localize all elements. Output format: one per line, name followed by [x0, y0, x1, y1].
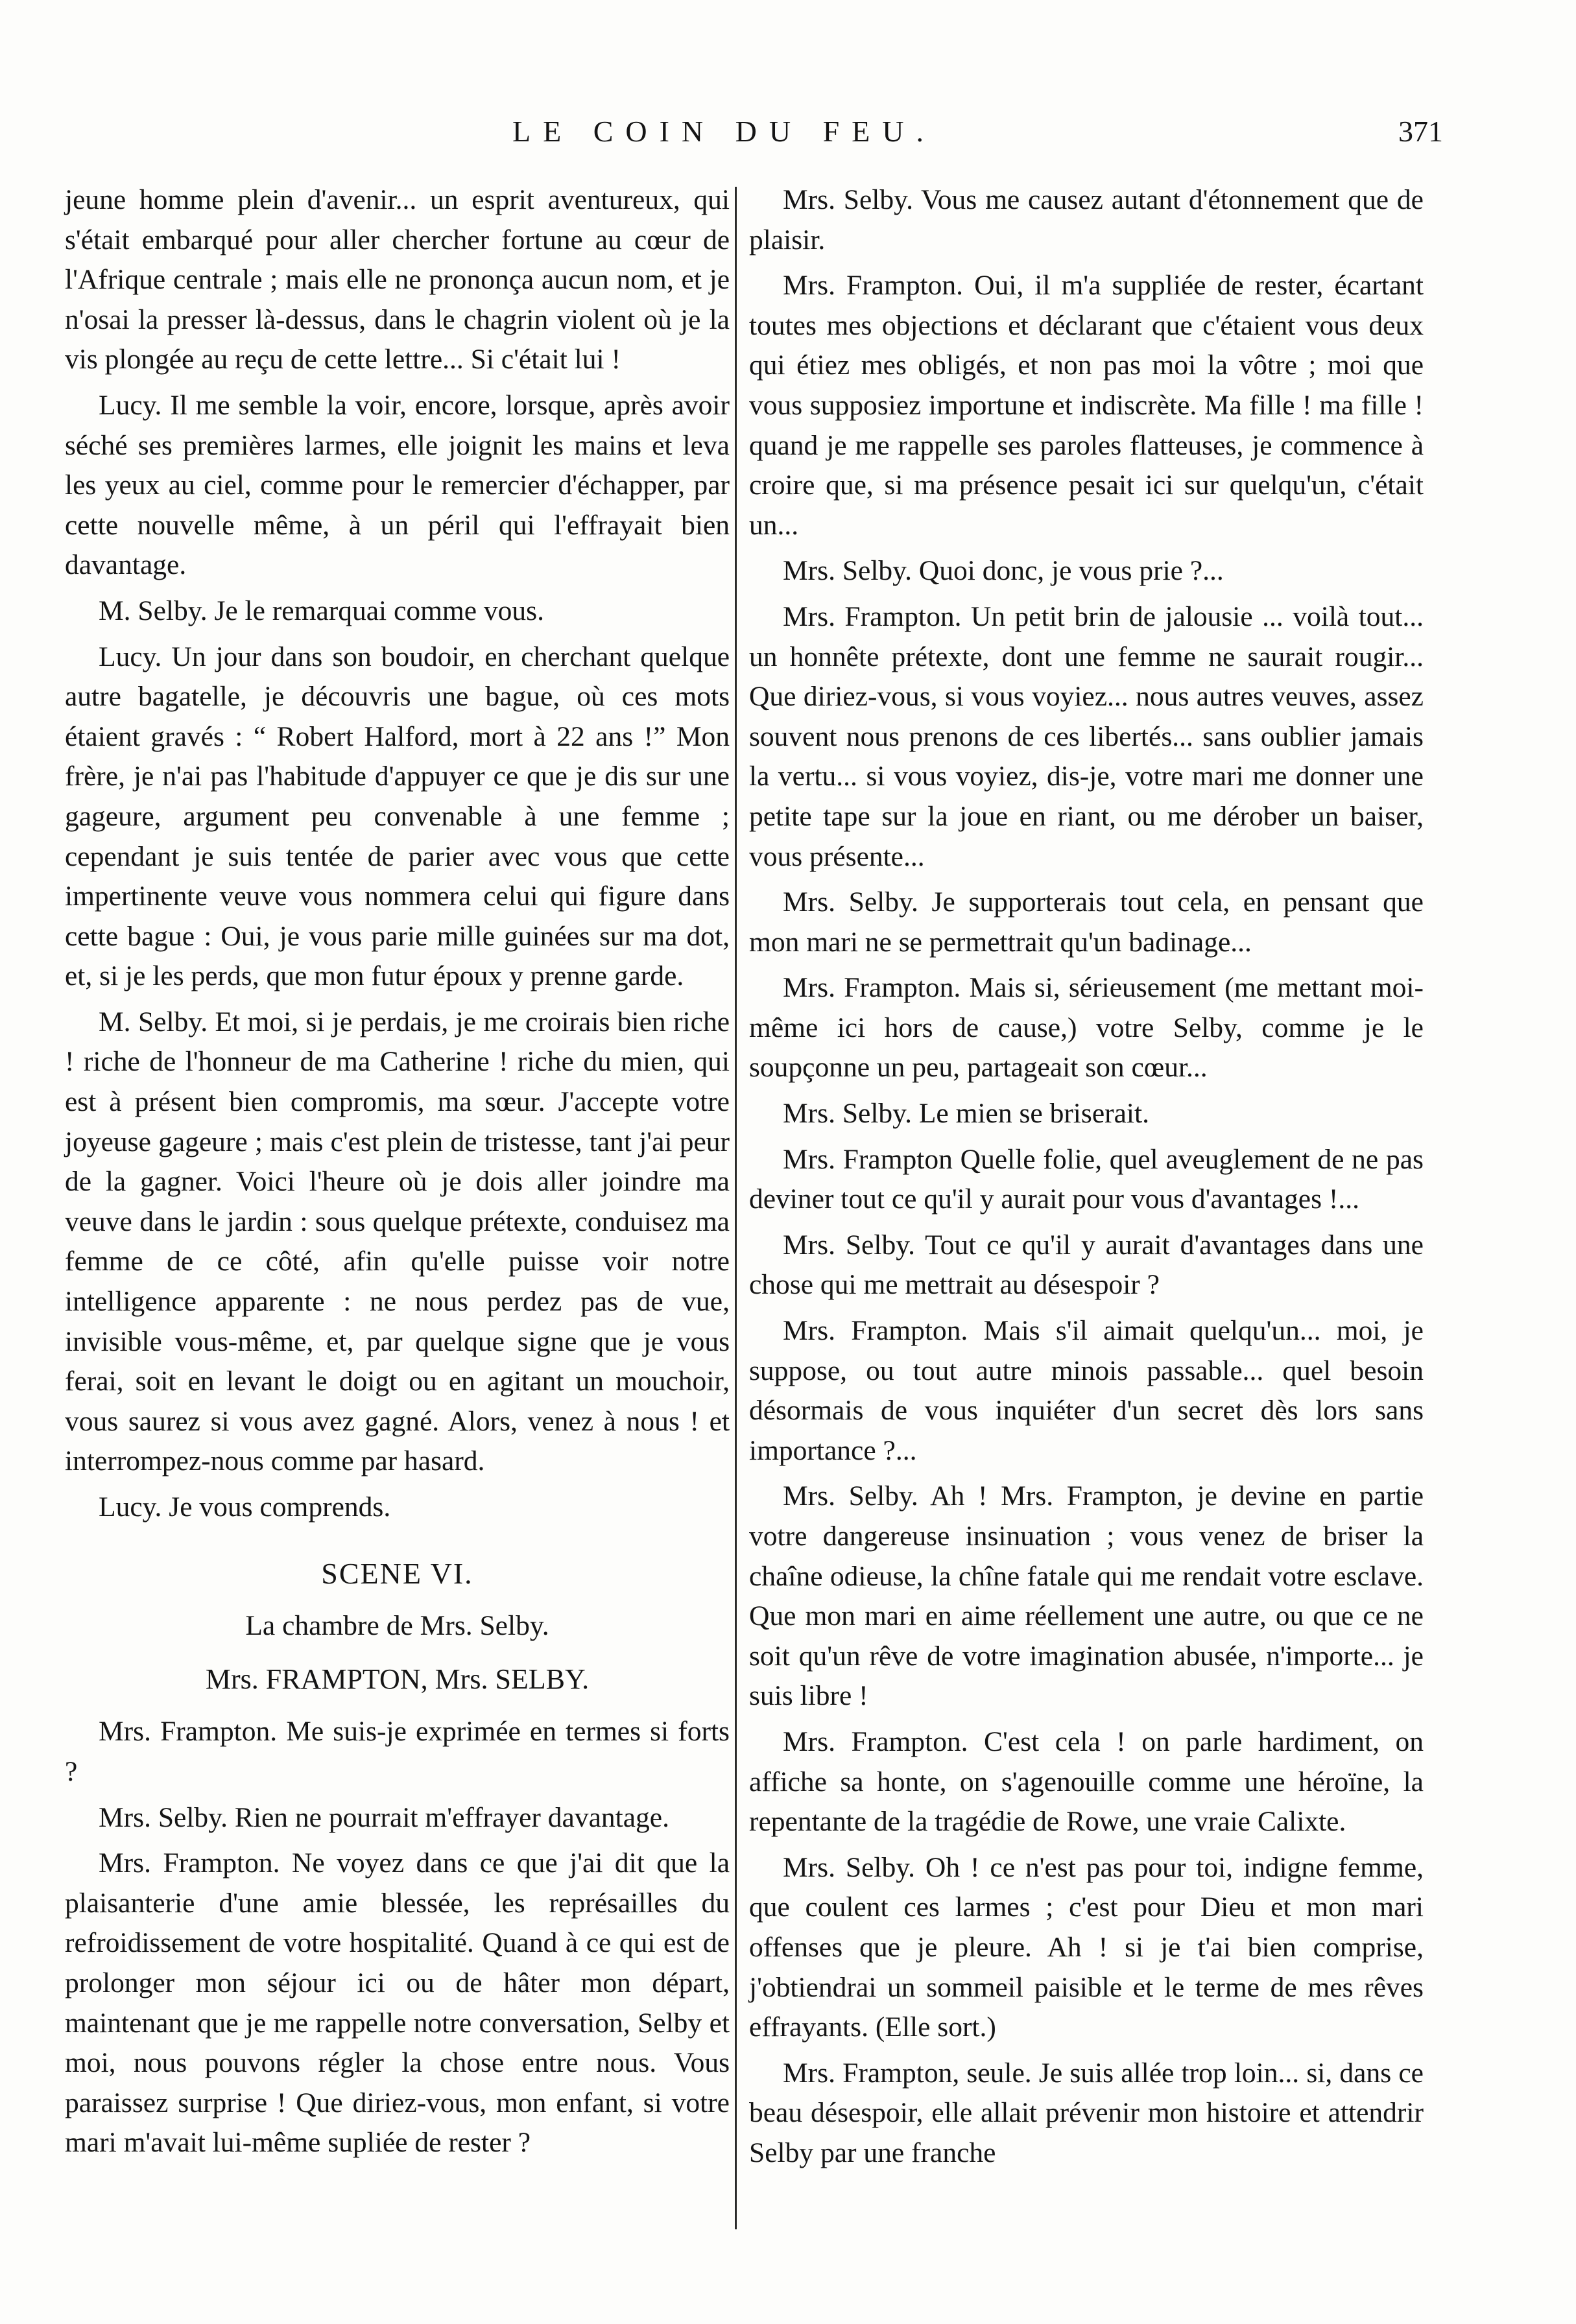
paragraph: Mrs. Frampton. Mais s'il aimait quelqu'un... moi, je suppose, ou tout autre minois passable... quel besoin désormais de vous inquiéter d'un secret dès lors sans importance ?... [749, 1315, 1424, 1466]
paragraph: Mrs. Frampton. C'est cela ! on parle hardiment, on affiche sa honte, on s'agenouille comme une héroïne, la repentante de la tragédie de Rowe, une vraie Calixte. [749, 1725, 1424, 1838]
page-header [0, 114, 1576, 160]
paragraph: Mrs. Selby. Le mien se briserait. [783, 1098, 1149, 1130]
paragraph: Mrs. Frampton, seule. Je suis allée trop loin... si, dans ce beau désespoir, elle allait prévenir mon histoire et attendrir Selby par une franche [749, 2057, 1424, 2168]
paragraph: Mrs. Selby. Tout ce qu'il y aurait d'avantages dans une chose qui me mettrait au désespoir ? [749, 1229, 1424, 1301]
paragraph: Mrs. Selby. Ah ! Mrs. Frampton, je devine en partie votre dangereuse insinuation ; vous venez de briser la chaîne odieuse, la chîne fatale qui me rendait votre esclave. Que mon mari en aime réellement une autre, ou que ce ne soit qu'un rêve de votre imagination abusée, n'importe... je suis libre ! [749, 1480, 1424, 1712]
page-number: 371 [1398, 115, 1443, 148]
paragraph: Lucy. Un jour dans son boudoir, en cherchant quelque autre bagatelle, je découvris une bague, où ces mots étaient gravés : “ Robert Halford, mort à 22 ans !” Mon frère, je n'ai pas l'habitude d'appuyer ce que je dis sur une gageure, argument peu convenable à une femme ; cependant je suis tentée de parier avec vous que cette impertinente veuve vous nommera celui qui figure dans cette bague : Oui, je vous parie mille guinées sur ma dot, et, si je les perds, que mon futur époux y prenne garde. [65, 641, 730, 992]
paragraph: Mrs. Selby. Oh ! ce n'est pas pour toi, indigne femme, que coulent ces larmes ; c'est pour Dieu et mon mari offenses que je pleure. Ah ! si je t'ai bien comprise, j'obtiendrai un sommeil paisible et le terme de mes rêves effrayants. (Elle sort.) [749, 1851, 1424, 2043]
left-column [65, 180, 730, 2169]
column-divider [735, 187, 737, 2229]
paragraph: M. Selby. Je le remarquai comme vous. [99, 595, 544, 626]
paragraph: Mrs. Frampton. Un petit brin de jalousie ... voilà tout... un honnête prétexte, dont une femme ne saurait rougir... Que diriez-vous, si vous voyiez... nous autres veuves, assez souvent nous prenons de ces libertés... sans oublier jamais la vertu... si vous voyiez, dis-je, votre mari me donner une petite tape sur la joue en riant, ou me dérober un baiser, vous présente... [749, 600, 1424, 872]
paragraph: Mrs. Selby. Quoi donc, je vous prie ?... [783, 555, 1224, 587]
paragraph: Mrs. Frampton. Ne voyez dans ce que j'ai dit que la plaisanterie d'une amie blessée, les représailles du refroidissement de votre hospitalité. Quand à ce qui est de prolonger mon séjour ici ou de hâter mon départ, maintenant que je me rappelle notre conversation, Selby et moi, nous pouvons régler la chose entre nous. Vous paraissez surprise ! Que diriez-vous, mon enfant, si votre mari m'avait lui-même supliée de rester ? [65, 1847, 730, 2159]
paragraph: Mrs. Frampton. Mais si, sérieusement (me mettant moi-même ici hors de cause,) votre Selby, comme je le soupçonne un peu, partageait son cœur... [749, 972, 1424, 1084]
paragraph: Mrs. Selby. Je supporterais tout cela, en pensant que mon mari ne se permettrait qu'un badinage... [749, 886, 1424, 958]
running-title: LE COIN DU FEU. [512, 115, 936, 148]
paragraph: Mrs. Selby. Rien ne pourrait m'effrayer davantage. [99, 1801, 669, 1833]
scene-characters: Mrs. FRAMPTON, Mrs. SELBY. [205, 1663, 590, 1695]
paragraph: M. Selby. Et moi, si je perdais, je me croirais bien riche ! riche de l'honneur de ma Catherine ! riche du mien, qui est à présent bien compromis, ma sœur. J'accepte votre joyeuse gageure ; mais c'est plein de tristesse, tant j'ai peur de la gagner. Voici l'heure où je dois aller joindre ma veuve dans le jardin : sous quelque prétexte, conduisez ma femme de ce côté, afin qu'elle puisse voir notre intelligence apparente : ne nous perdez pas de vue, invisible vous-même, et, par quelque signe que je vous ferai, soit en levant le doigt ou en agitant un mouchoir, vous saurez si vous avez gagné. Alors, venez à nous ! et interrompez-nous comme par hasard. [65, 1006, 730, 1477]
paragraph: Lucy. Je vous comprends. [99, 1491, 391, 1523]
paragraph: Mrs. Frampton. Oui, il m'a suppliée de rester, écartant toutes mes objections et déclarant que c'étaient vous deux qui étiez mes obligés, et non pas moi la vôtre ; moi que vous supposiez importune et indiscrète. Ma fille ! ma fille ! quand je me rappelle ses paroles flatteuses, je commence à croire que, si ma présence pesait ici sur quelqu'un, c'était un... [749, 270, 1424, 541]
paragraph: Mrs. Frampton Quelle folie, quel aveuglement de ne pas deviner tout ce qu'il y aurait pour vous d'avantages !... [749, 1143, 1424, 1215]
paragraph: Lucy. Il me semble la voir, encore, lorsque, après avoir séché ses premières larmes, elle joignit les mains et leva les yeux au ciel, comme pour le remercier d'échapper, par cette nouvelle même, à un péril qui l'effrayait bien davantage. [65, 389, 730, 581]
scene-title: SCENE VI. [321, 1556, 473, 1590]
paragraph: Mrs. Frampton. Me suis-je exprimée en termes si forts ? [65, 1716, 730, 1787]
right-column [749, 180, 1424, 2179]
paragraph: Mrs. Selby. Vous me causez autant d'étonnement que de plaisir. [749, 184, 1424, 255]
scene-setting: La chambre de Mrs. Selby. [245, 1610, 549, 1642]
paragraph: jeune homme plein d'avenir... un esprit aventureux, qui s'était embarqué pour aller chercher fortune au cœur de l'Afrique centrale ; mais elle ne prononça aucun nom, et je n'osai la presser là-dessus, dans le chagrin violent où je la vis plongée au reçu de cette lettre... Si c'était lui ! [65, 184, 730, 375]
